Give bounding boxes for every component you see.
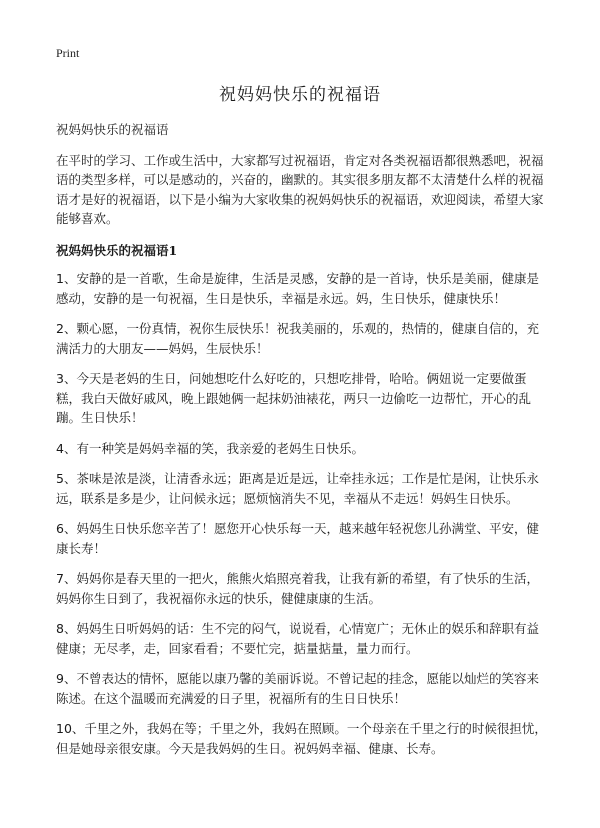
blessing-item: 2、颗心愿，一份真情，祝你生辰快乐！祝我美丽的，乐观的，热情的，健康自信的，充满活力的大朋友——妈妈，生辰快乐！ [56,321,539,356]
print-link[interactable]: Print [56,46,80,60]
blessing-item: 9、不曾表达的情怀，愿能以康乃馨的美丽诉说。不曾记起的挂念，愿能以灿烂的笑容来陈述。在这个温暖而充满爱的日子里，祝福所有的生日日快乐！ [56,671,539,706]
page-title: 祝妈妈快乐的祝福语 [219,85,381,105]
intro-paragraph: 在平时的学习、工作或生活中，大家都写过祝福语，肯定对各类祝福语都很熟悉吧，祝福语的类型多样，可以是感动的，兴奋的，幽默的。其实很多朋友都不太清楚什么样的祝福语才是好的祝福语，以下是小编为大家收集的祝妈妈快乐的祝福语，欢迎阅读，希望大家能够喜欢。 [56,152,544,226]
article-subtitle: 祝妈妈快乐的祝福语 [56,122,169,137]
blessing-item: 8、妈妈生日听妈妈的话：生不完的闷气，说说看，心情宽广；无休止的娱乐和辞职有益健康；无尽孝，走，回家看看；不要忙完，掂量掂量，量力而行。 [56,621,539,656]
article-body [56,120,550,769]
blessing-item: 1、安静的是一首歌，生命是旋律，生活是灵感，安静的是一首诗，快乐是美丽，健康是感动，安静的是一句祝福，生日是快乐，幸福是永远。妈，生日快乐，健康快乐！ [56,271,539,306]
blessing-item: 10、千里之外，我妈在等；千里之外，我妈在照顾。一个母亲在千里之行的时候很担忧，但是她母亲很安康。今天是我妈妈的生日。祝妈妈幸福、健康、长寿。 [56,721,547,756]
blessing-item: 3、今天是老妈的生日，问她想吃什么好吃的，只想吃排骨，哈哈。俩妞说一定要做蛋糕，我白天做好戚风，晚上跟她俩一起抹奶油裱花，两只一边偷吃一边帮忙，开心的乱蹦。生日快乐！ [56,371,532,425]
section-heading: 祝妈妈快乐的祝福语1 [56,242,178,258]
blessing-item: 5、茶味是浓是淡，让清香永远；距离是近是远，让牵挂永远；工作是忙是闲，让快乐永远，联系是多是少，让问候永远；愿烦恼消失不见，幸福从不走远！妈妈生日快乐。 [56,471,539,506]
blessing-item: 6、妈妈生日快乐您辛苦了！愿您开心快乐每一天，越来越年轻祝您儿孙满堂、平安，健康长寿！ [56,521,539,556]
blessing-item: 7、妈妈你是春天里的一把火，熊熊火焰照亮着我，让我有新的希望，有了快乐的生活，妈妈你生日到了，我祝福你永远的快乐，健健康康的生活。 [56,571,539,606]
blessing-item: 4、有一种笑是妈妈幸福的笑，我亲爱的老妈生日快乐。 [56,440,364,456]
